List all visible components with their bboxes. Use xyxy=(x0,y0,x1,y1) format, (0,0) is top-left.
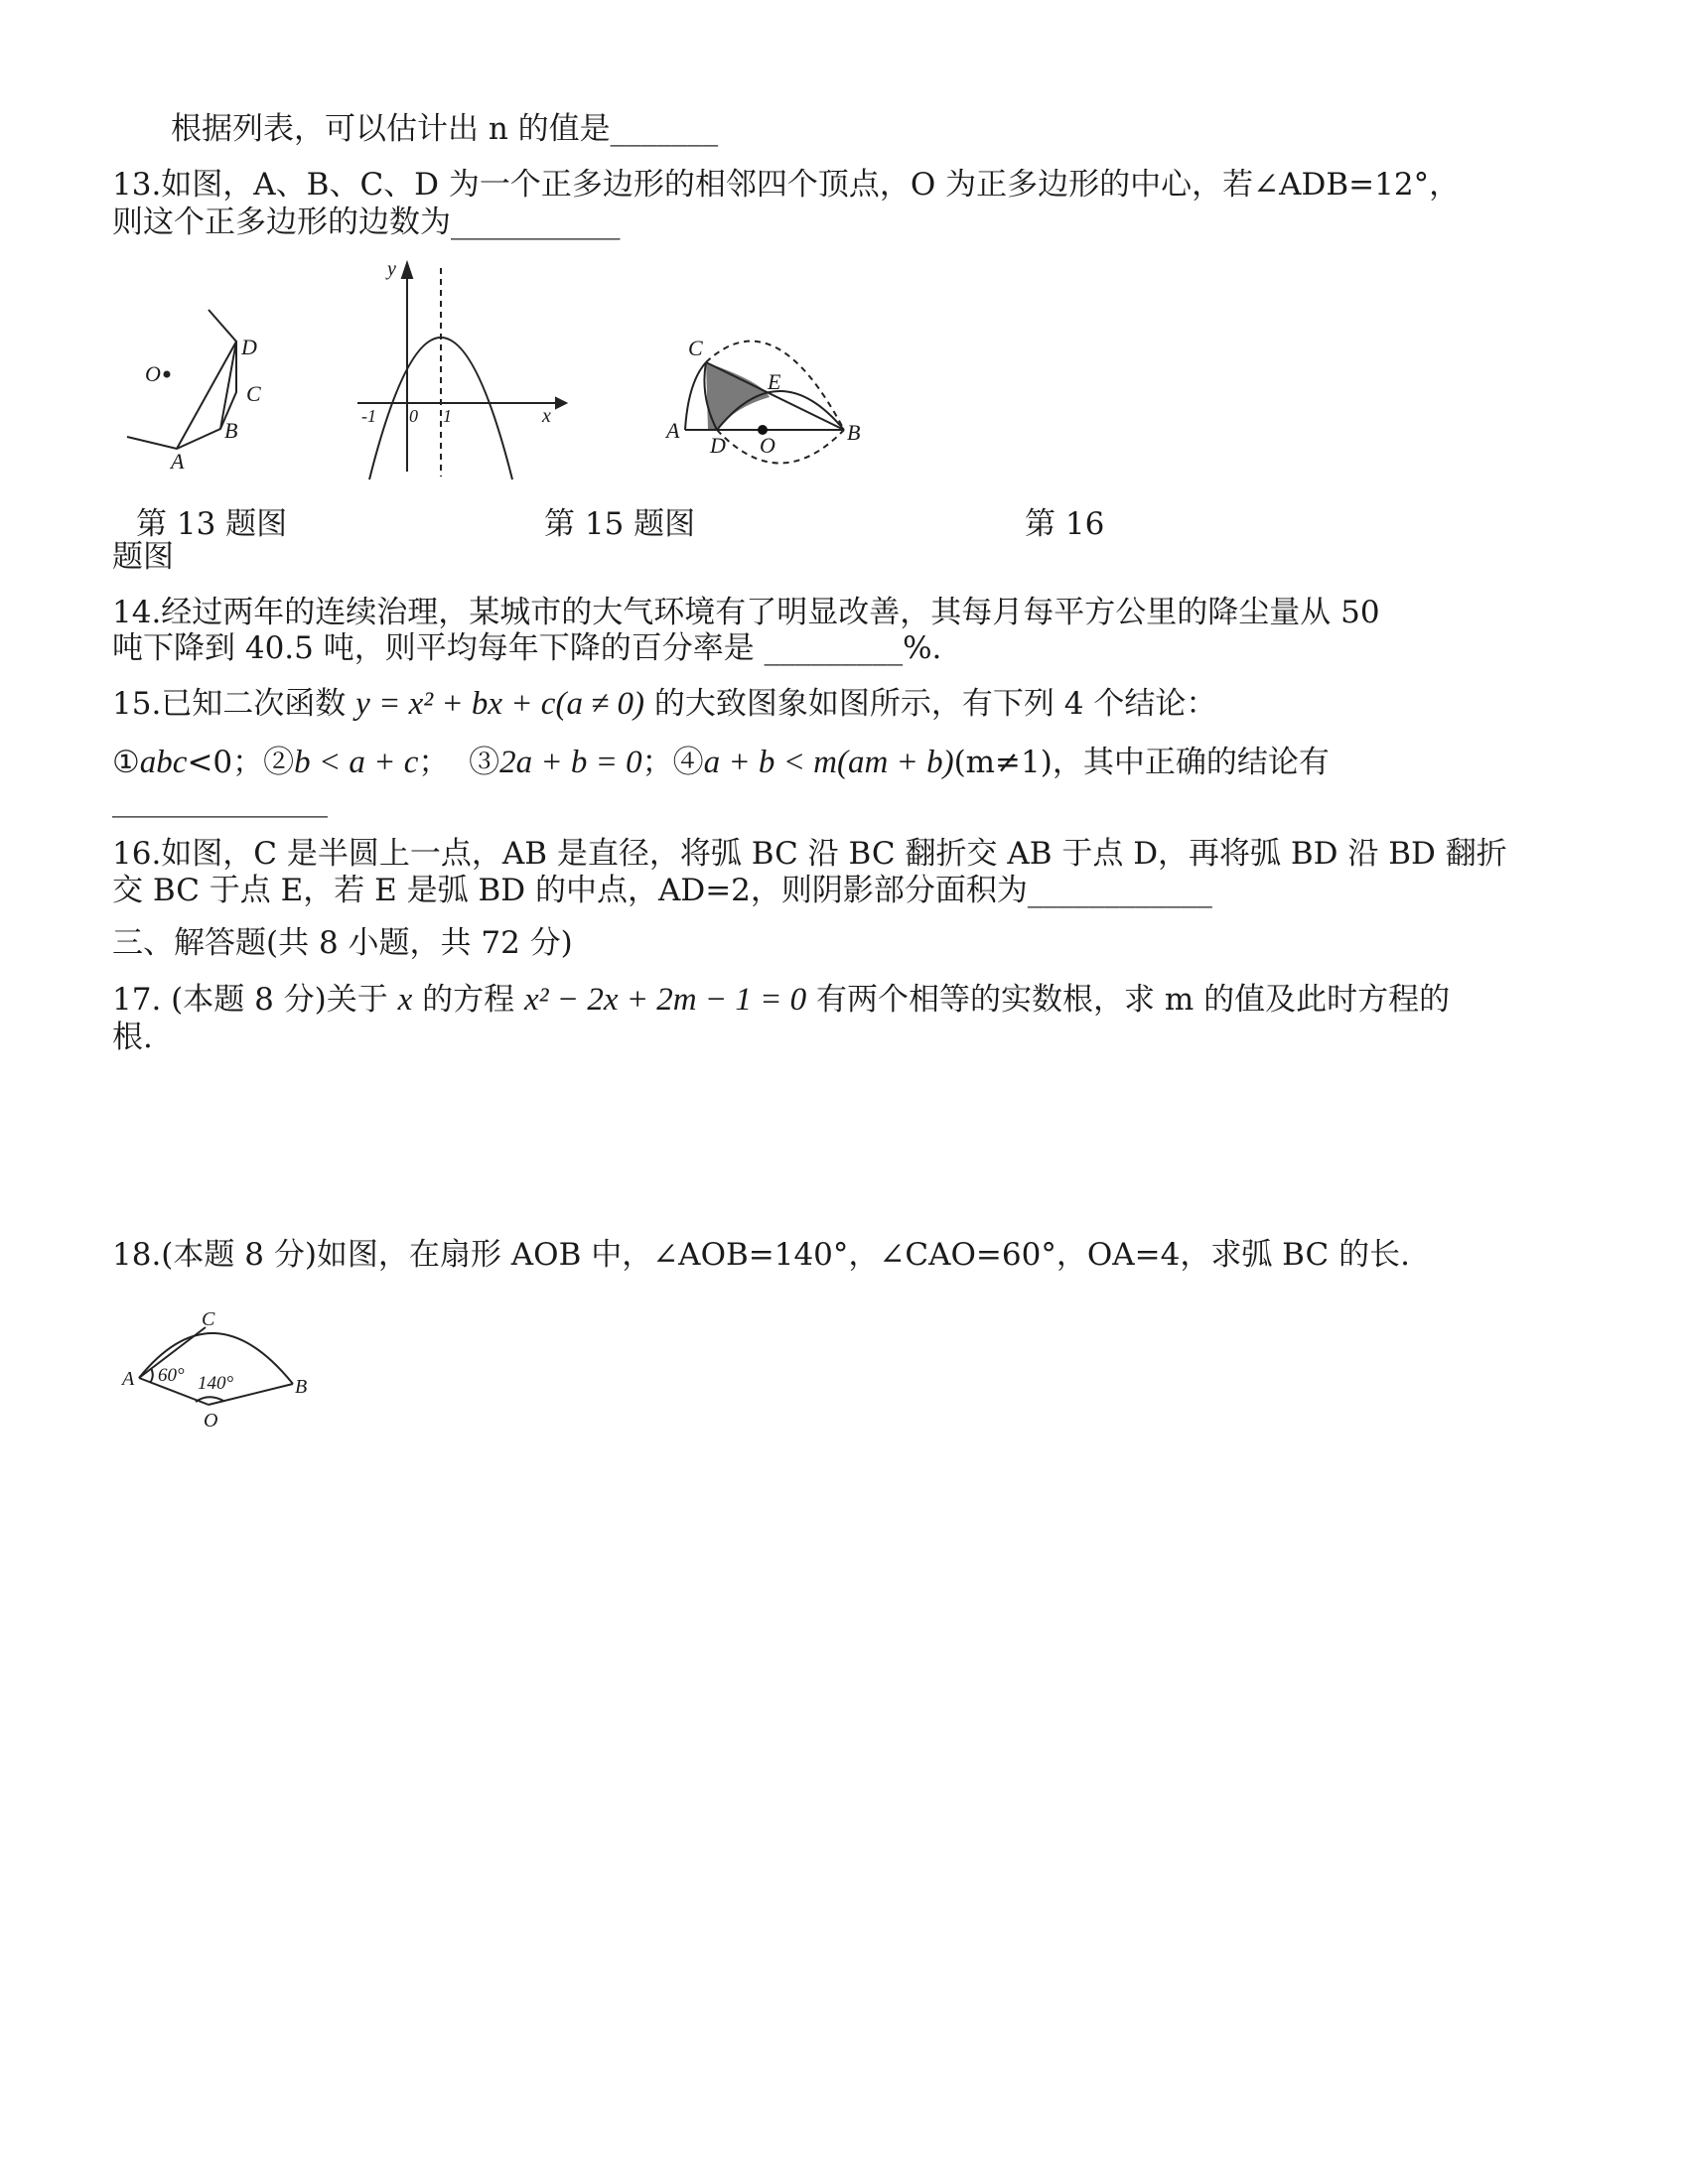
conclusion-1-rest: <0； xyxy=(187,745,264,780)
conclusion-4-mark: ④ xyxy=(672,745,704,780)
q15-formula: y = x² + bx + c(a ≠ 0) xyxy=(355,686,645,722)
q17-mid: 的方程 xyxy=(422,982,515,1018)
label-angle-140: 140° xyxy=(198,1373,234,1394)
q17-suffix: 有两个相等的实数根，求 m 的值及此时方程的 xyxy=(815,982,1451,1018)
label-o: O xyxy=(145,361,161,386)
conclusion-3-mark: ③ xyxy=(469,745,500,780)
label-o: O xyxy=(760,433,775,458)
center-o-dot xyxy=(164,371,171,378)
x-axis-arrow xyxy=(556,398,566,408)
conclusion-3-rest: ； xyxy=(641,745,673,780)
q17-line-2: 根. xyxy=(112,1020,153,1055)
label-zero: 0 xyxy=(409,406,418,426)
q15-line-2 xyxy=(112,743,1330,782)
caption-figure-16: 第 16 xyxy=(1025,506,1105,542)
q15-answer-blank: ______________ xyxy=(112,782,328,818)
q14-line-2: 吨下降到 40.5 吨，则平均每年下降的百分率是 _________%. xyxy=(112,630,942,666)
label-d: D xyxy=(241,335,257,359)
shaded-region xyxy=(706,362,770,430)
caption-figure-16-cont: 题图 xyxy=(112,539,174,575)
q14-line-1: 14.经过两年的连续治理，某城市的大气环境有了明显改善，其每月每平方公里的降尘量从 50 xyxy=(112,595,1380,630)
label-one: 1 xyxy=(443,406,452,426)
q16-line-1: 16.如图，C 是半圆上一点，AB 是直径，将弧 BC 沿 BC 翻折交 AB 于点 D，再将弧 BD 沿 BD 翻折 xyxy=(112,836,1507,872)
q15-line-1 xyxy=(112,684,1216,724)
q17-formula: x² − 2x + 2m − 1 = 0 xyxy=(524,982,807,1018)
label-a: A xyxy=(122,1368,135,1390)
q16-line-2: 交 BC 于点 E，若 E 是弧 BD 的中点，AD=2，则阴影部分面积为____________ xyxy=(112,873,1212,908)
conclusion-2-rest: ； xyxy=(418,745,450,780)
q15-suffix: 的大致图象如图所示，有下列 4 个结论： xyxy=(653,686,1217,722)
section-3-title: 三、解答题(共 8 小题，共 72 分) xyxy=(112,925,573,961)
label-angle-60: 60° xyxy=(158,1365,185,1386)
caption-figure-15: 第 15 题图 xyxy=(544,506,696,542)
conclusion-1-mark: ① xyxy=(112,745,140,780)
label-a: A xyxy=(666,418,680,443)
label-d: D xyxy=(710,433,726,458)
q12-line: 根据列表，可以估计出 n 的值是_______ xyxy=(171,111,719,147)
conclusion-2-mark: ② xyxy=(263,745,295,780)
original-arc-db xyxy=(717,430,844,464)
label-b: B xyxy=(847,420,861,445)
q18-line: 18.(本题 8 分)如图，在扇形 AOB 中，∠AOB=140°，∠CAO=60°，OA=4，求弧 BC 的长. xyxy=(112,1237,1410,1273)
figure-16 xyxy=(660,328,918,526)
q13-line-2: 则这个正多边形的边数为___________ xyxy=(112,205,621,240)
caption-figure-13: 第 13 题图 xyxy=(136,506,288,542)
label-c: C xyxy=(688,336,703,360)
label-a: A xyxy=(171,449,185,474)
conclusion-1-math: abc xyxy=(139,745,188,780)
figure-18 xyxy=(114,1305,352,1464)
q17-prefix: 17. (本题 8 分)关于 xyxy=(112,982,388,1018)
q15-prefix: 15.已知二次函数 xyxy=(112,686,347,722)
conclusion-4-math: a + b < m(am + b) xyxy=(703,745,954,780)
figure-13 xyxy=(109,298,348,536)
q13-line-1: 13.如图，A、B、C、D 为一个正多边形的相邻四个顶点，O 为正多边形的中心，若∠ADB=12°， xyxy=(112,167,1461,203)
arc-ac xyxy=(685,362,706,430)
conclusion-4-rest: (m≠1)，其中正确的结论有 xyxy=(953,745,1330,780)
label-e: E xyxy=(768,369,781,394)
conclusion-2-math: b < a + c xyxy=(294,745,419,780)
label-c: C xyxy=(202,1308,215,1330)
label-y: y xyxy=(387,258,396,280)
q17-var: x xyxy=(397,982,413,1018)
label-b: B xyxy=(295,1376,308,1398)
label-o: O xyxy=(204,1410,218,1432)
label-b: B xyxy=(224,418,238,443)
label-x: x xyxy=(542,405,551,427)
label-c: C xyxy=(246,381,261,406)
conclusion-3-math: 2a + b = 0 xyxy=(499,745,642,780)
q17-line-1 xyxy=(112,980,1450,1020)
figure-15 xyxy=(348,253,586,481)
label-minus-1: -1 xyxy=(361,406,376,426)
y-axis-arrow xyxy=(402,263,412,278)
